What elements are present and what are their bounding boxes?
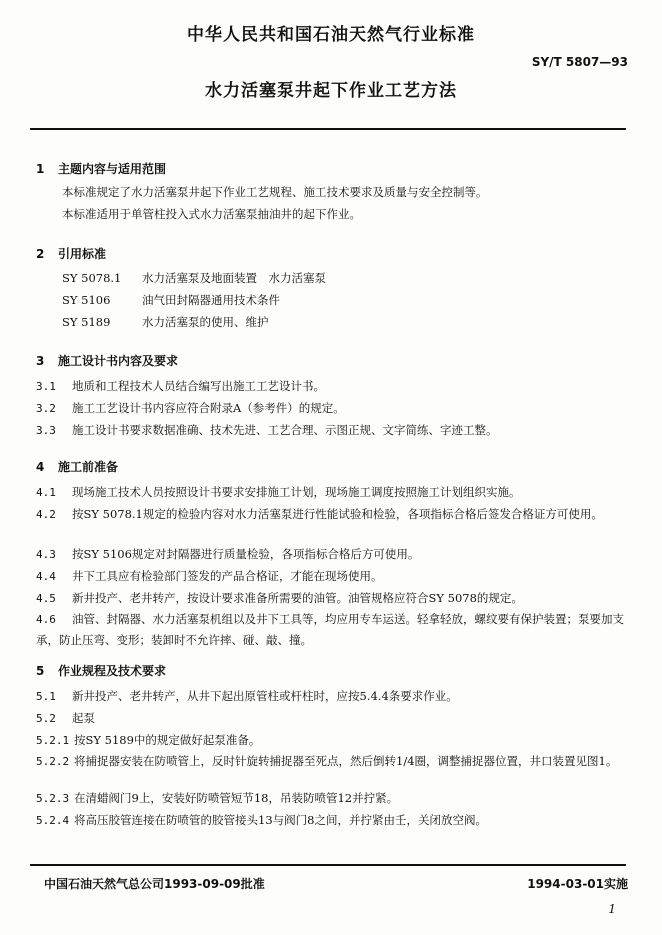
section-5-heading: 5 作业规程及技术要求 [36, 664, 167, 678]
reference-item: SY 5189 水力活塞泵的使用、维护 [62, 315, 269, 329]
clause-item: 3.3 施工设计书要求数据准确、技术先进、工艺合理、示图正规、文字简练、字迹工整。 [36, 423, 498, 437]
section-1-heading: 1 主题内容与适用范围 [36, 162, 167, 176]
clause-item: 4.2 按SY 5078.1规定的检验内容对水力活塞泵进行性能试验和检验，各项指标合格后签发合格证方可使用。 [36, 507, 603, 521]
section-1-paragraph-1: 本标准规定了水力活塞泵井起下作业工艺规程、施工技术要求及质量与安全控制等。 [62, 185, 488, 199]
standard-number: SY/T 5807—93 [531, 55, 628, 69]
section-2-heading: 2 引用标准 [36, 247, 107, 261]
reference-item: SY 5078.1 水力活塞泵及地面装置 水力活塞泵 [62, 271, 326, 285]
issuing-authority: 中华人民共和国石油天然气行业标准 [187, 25, 475, 45]
clause-item: 5.2.1 按SY 5189中的规定做好起泵准备。 [36, 733, 261, 747]
clause-item: 4.5 新井投产、老井转产，按设计要求准备所需要的油管。油管规格应符合SY 5078的规定。 [36, 591, 523, 605]
section-3-heading: 3 施工设计书内容及要求 [36, 354, 179, 368]
implementation-date: 1994-03-01实施 [527, 877, 628, 891]
clause-item: 5.2.3 在清蜡阀门9上，安装好防喷管短节18，吊装防喷管12并拧紧。 [36, 791, 399, 805]
clause-item: 4.4 井下工具应有检验部门签发的产品合格证，才能在现场使用。 [36, 569, 383, 583]
clause-item: 4.3 按SY 5106规定对封隔器进行质量检验，各项指标合格后方可使用。 [36, 547, 420, 561]
header-rule [30, 128, 626, 130]
page-number: 1 [608, 902, 616, 916]
approval-line: 中国石油天然气总公司1993-09-09批准 [44, 877, 265, 891]
reference-item: SY 5106 油气田封隔器通用技术条件 [62, 293, 280, 307]
section-4-heading: 4 施工前准备 [36, 460, 119, 474]
clause-item: 5.1 新井投产、老井转产，从井下起出原管柱或杆柱时，应按5.4.4条要求作业。 [36, 689, 458, 703]
clause-item: 5.2.2 将捕捉器安装在防喷管上，反时针旋转捕捉器至死点，然后倒转1/4圈，调整捕捉器位置，井口装置见图1。 [36, 754, 618, 768]
clause-item: 4.1 现场施工技术人员按照设计书要求安排施工计划，现场施工调度按照施工计划组织实施。 [36, 485, 521, 499]
document-title: 水力活塞泵井起下作业工艺方法 [205, 81, 457, 101]
clause-item: 3.2 施工工艺设计书内容应符合附录A（参考件）的规定。 [36, 401, 345, 415]
clause-item: 5.2.4 将高压胶管连接在防喷管的胶管接头13与阀门8之间，并拧紧由壬，关闭放空阀。 [36, 813, 487, 827]
section-1-paragraph-2: 本标准适用于单管柱投入式水力活塞泵抽油井的起下作业。 [62, 207, 361, 221]
clause-item: 3.1 地质和工程技术人员结合编写出施工工艺设计书。 [36, 379, 325, 393]
clause-item: 4.6 油管、封隔器、水力活塞泵机组以及井下工具等，均应用专车运送。轻拿轻放，螺纹要有保护装置；泵要加支承，防止压弯、变形；装卸时不允许摔、碰、敲、撞。 [36, 612, 624, 647]
clause-item: 5.2 起泵 [36, 711, 95, 725]
footer-rule [30, 864, 626, 866]
